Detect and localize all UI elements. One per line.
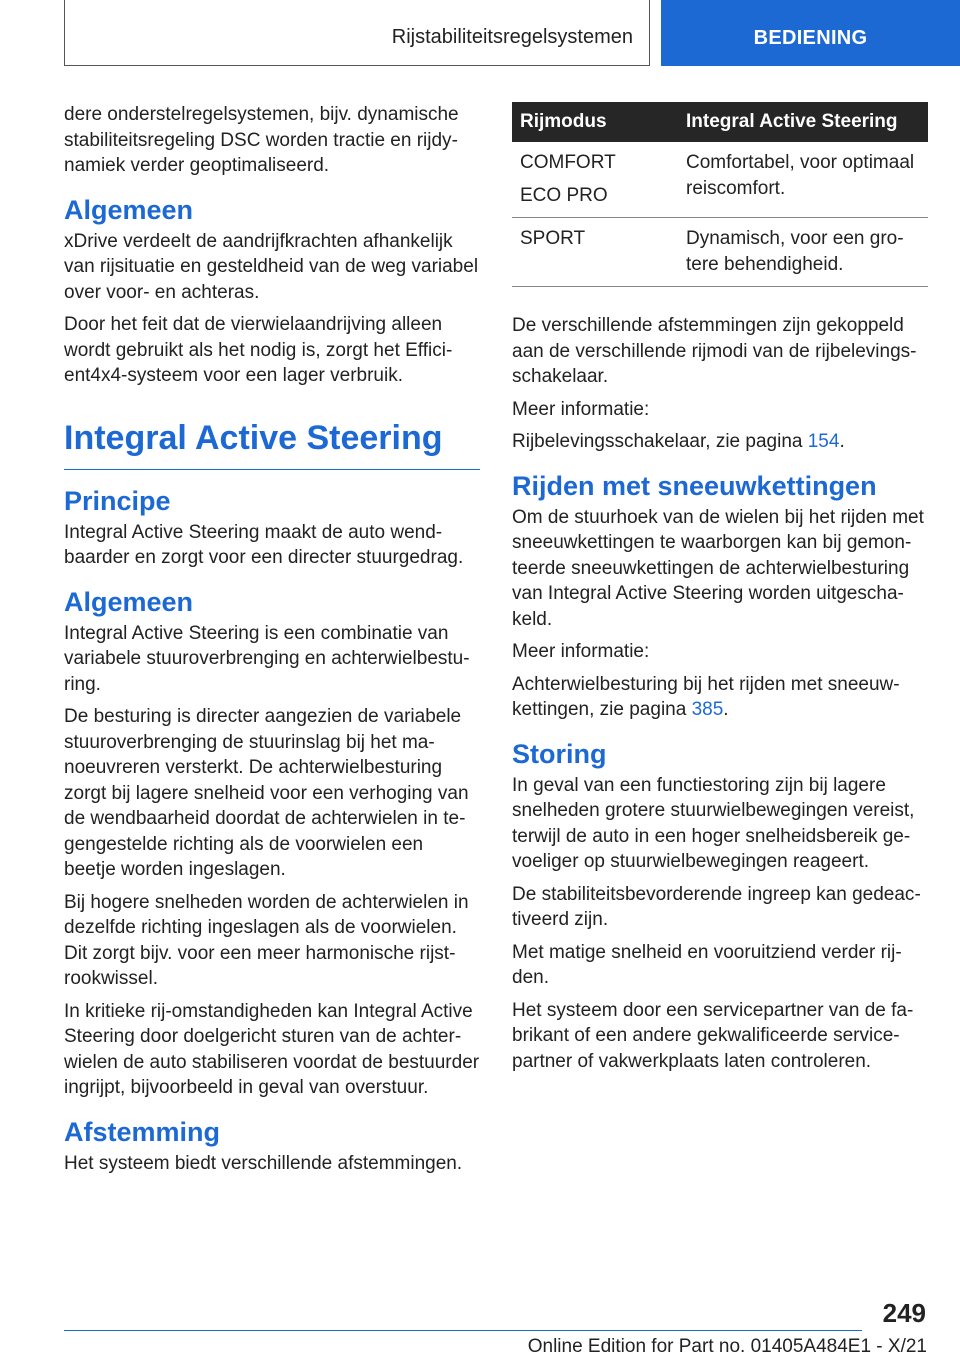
description-cell: Dynamisch, voor een grotere behendigheid. (678, 218, 928, 287)
heading-storing: Storing (512, 738, 607, 769)
section-title: Rijstabiliteitsregelsystemen (391, 26, 633, 48)
coupled-paragraph: De verschillende afstemmingen zijn gekoppeld aan de verschillende rijmodi van de rijbelevingsschakelaar. (512, 315, 917, 387)
drive-carefully-paragraph: Met matige snelheid en vooruitziend verder rijden. (512, 941, 902, 988)
heading-afstemming: Afstemming (64, 1116, 221, 1147)
page-link-385[interactable]: 385 (691, 699, 724, 720)
reference-rijbelevingsschakelaar: Rijbelevingsschakelaar, zie pagina 154. (512, 431, 845, 452)
section-title-integral-active-steering: Integral Active Steering (64, 417, 480, 470)
footer-divider (64, 1330, 862, 1331)
more-info-label: Meer informatie: (512, 641, 650, 662)
heading-algemeen: Algemeen (64, 194, 194, 225)
mode-name: COMFORT (520, 152, 616, 173)
chapter-label: BEDIENING (753, 26, 868, 49)
page-number: 249 (882, 1298, 926, 1328)
heading-sneeuwkettingen: Rijden met sneeuwkettingen (512, 470, 877, 501)
mode-name: ECO PRO (520, 184, 608, 206)
snow-chains-paragraph: Om de stuurhoek van de wielen bij het rijden met sneeuwkettingen te waarborgen kan bij gemonteerde sneeuwkettingen de achterwielbesturing van Integral Active Steering worden uitgeschakeld. (512, 506, 924, 630)
page-link-154[interactable]: 154 (807, 431, 840, 452)
heading-principe: Principe (64, 485, 171, 516)
left-column (64, 102, 480, 1183)
table-header-row (512, 102, 928, 142)
mode-cell (512, 218, 678, 287)
table-row (512, 218, 928, 287)
deactivated-paragraph: De stabiliteitsbevorderende ingreep kan gedeactiveerd zijn. (512, 883, 921, 930)
principe-paragraph: Integral Active Steering maakt de auto wendbaarder en zorgt voor een directer stuurgedrag. (64, 521, 464, 568)
malfunction-paragraph: In geval van een functiestoring zijn bij lagere snelheden grotere stuurwielbewegingen vereist, terwijl de auto in een hoger snelheidsbereik gevoeliger op stuurwielbewegingen reageert. (512, 774, 915, 872)
high-speed-paragraph: Bij hogere snelheden worden de achterwielen in dezelfde richting ingeslagen als de voorwielen. Dit zorgt bijv. voor een meer harmonische rijstrookwissel. (64, 891, 469, 989)
edition-footer: Online Edition for Part no. 01405A484E1 - X/21 (527, 1336, 927, 1357)
table-row (512, 142, 928, 218)
heading-algemeen-2: Algemeen (64, 586, 194, 617)
driving-mode-table (512, 102, 928, 287)
right-column (512, 102, 928, 1081)
steering-paragraph: De besturing is directer aangezien de variabele stuuroverbrenging de stuurinslag bij het manoeuvreren versterkt. De achterwielbesturing zorgt bij lagere snelheid voor een verhoging van de wendbaarheid doordat de achterwielen in tegengestelde richting als de voorwielen een beetje worden ingeslagen. (64, 706, 469, 880)
xdrive-paragraph: xDrive verdeelt de aandrijfkrachten afhankelijk van rijsituatie en gesteldheid van de weg variabel over voor- en achteras. (64, 230, 479, 303)
mode-name: SPORT (520, 228, 586, 249)
description-cell: Comfortabel, voor optimaal reiscomfort. (678, 142, 928, 218)
service-paragraph: Het systeem door een servicepartner van de fabrikant of een andere gekwalificeerde servicepartner of vakwerkplaats laten controleren. (512, 999, 914, 1072)
running-header-chapter (661, 0, 960, 66)
afstemming-paragraph: Het systeem biedt verschillende afstemmingen. (64, 1152, 463, 1174)
running-header-section (64, 0, 650, 66)
mode-cell (512, 142, 678, 218)
efficient-paragraph: Door het feit dat de vierwielaandrijving alleen wordt gebruikt als het nodig is, zorgt het Efficient4x4-systeem voor een lager verbruik. (64, 314, 453, 386)
more-info-label: Meer informatie: (512, 398, 650, 420)
column-header-rijmodus: Rijmodus (512, 102, 678, 142)
intro-paragraph: dere onderstelregelsystemen, bijv. dynamische stabiliteitsregeling DSC worden tractie en rijdynamiek verder geoptimaliseerd. (64, 104, 459, 176)
column-header-ias: Integral Active Steering (678, 102, 928, 142)
reference-achterwielbesturing: Achterwielbesturing bij het rijden met sneeuwkettingen, zie pagina 385. (512, 673, 900, 720)
combination-paragraph: Integral Active Steering is een combinatie van variabele stuuroverbrenging en achterwielbesturing. (64, 622, 470, 695)
critical-paragraph: In kritieke rij-omstandigheden kan Integral Active Steering door doelgericht sturen van de achterwielen de auto stabiliseren voordat de bestuurder ingrijpt, bijvoorbeeld in geval van overstuur. (64, 1000, 480, 1098)
